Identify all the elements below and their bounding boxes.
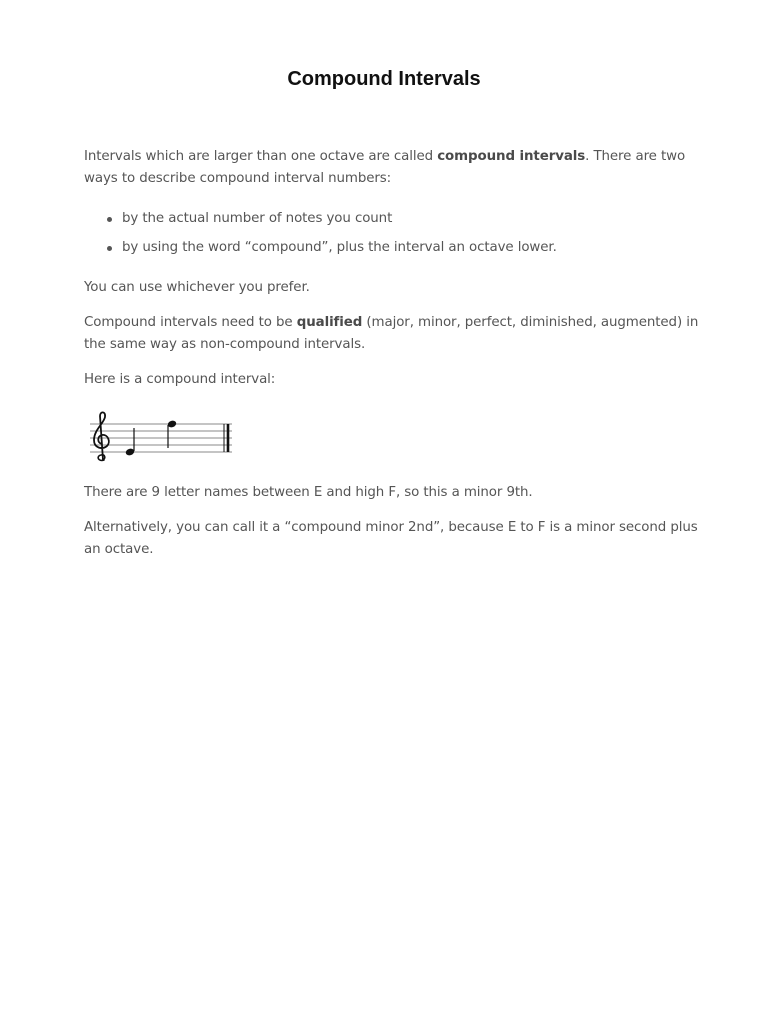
intro-paragraph	[84, 146, 708, 190]
qualified-text-start: Compound intervals need to be	[84, 315, 297, 330]
music-staff-figure	[84, 408, 234, 468]
list-item	[122, 237, 708, 259]
intro-bold-term: compound intervals	[437, 149, 586, 164]
description-methods-list	[84, 208, 708, 259]
page-title: Compound Intervals	[287, 68, 481, 90]
alternative-paragraph: Alternatively, you can call it a “compound minor 2nd”, because E to F is a minor second plus an octave.	[84, 520, 698, 557]
example-intro-paragraph: Here is a compound interval:	[84, 372, 276, 387]
qualified-paragraph	[84, 312, 708, 356]
list-item-text: by the actual number of notes you count	[122, 211, 393, 226]
list-item-text: by using the word “compound”, plus the interval an octave lower.	[122, 240, 557, 255]
treble-clef-staff-icon	[84, 408, 234, 468]
list-item	[122, 208, 708, 230]
article-body	[84, 146, 708, 574]
bullet-icon	[107, 217, 112, 222]
letter-names-paragraph: There are 9 letter names between E and high F, so this a minor 9th.	[84, 485, 533, 500]
bullet-icon	[107, 246, 112, 251]
intro-text-start: Intervals which are larger than one octave are called	[84, 149, 438, 164]
intro-text-end: . There are two ways to describe compound interval numbers:	[84, 149, 686, 186]
qualified-text-end: (major, minor, perfect, diminished, augmented) in the same way as non-compound intervals.	[84, 315, 699, 352]
qualified-bold-term: qualified	[296, 315, 363, 330]
prefer-paragraph: You can use whichever you prefer.	[84, 280, 310, 295]
